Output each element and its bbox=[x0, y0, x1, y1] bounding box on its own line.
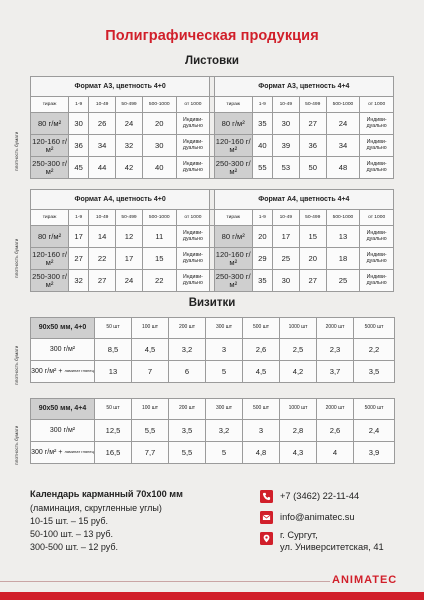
quantity-header: 1000 шт bbox=[280, 399, 317, 420]
individual-price-cell: Индиви-дуально bbox=[176, 226, 210, 248]
price-cell: 22 bbox=[142, 270, 176, 292]
price-cell: 55 bbox=[252, 157, 272, 179]
price-cell: 32 bbox=[69, 270, 89, 292]
individual-price-cell: Индиви-дуально bbox=[360, 270, 394, 292]
quantity-header: 50-499 bbox=[116, 97, 143, 113]
price-cell: 34 bbox=[326, 135, 360, 157]
lamination-note: ламинат глянец bbox=[64, 448, 94, 454]
quantity-header: 200 шт bbox=[169, 399, 206, 420]
price-cell: 5,5 bbox=[132, 420, 169, 442]
price-cell: 26 bbox=[89, 113, 116, 135]
quantity-header: от 1000 bbox=[176, 210, 210, 226]
quantity-header: 100 шт bbox=[132, 399, 169, 420]
price-cell: 5,5 bbox=[169, 442, 206, 464]
paper-label: 300 г/м² + bbox=[31, 367, 63, 375]
price-cell: 4,8 bbox=[243, 442, 280, 464]
calendar-line: 300-500 шт. – 12 руб. bbox=[30, 542, 119, 552]
density-axis-label: плотность бумаги bbox=[15, 345, 20, 385]
brand-logo: ANIMATEC bbox=[332, 574, 398, 586]
price-cell: 2,6 bbox=[317, 420, 354, 442]
quantity-header: от 1000 bbox=[360, 210, 394, 226]
price-cell: 2,6 bbox=[243, 339, 280, 361]
individual-price-cell: Индиви-дуально bbox=[360, 226, 394, 248]
calendar-line: (ламинация, скругленные углы) bbox=[30, 503, 162, 513]
density-cell: 120-160 г/м² bbox=[214, 248, 252, 270]
price-cell: 17 bbox=[272, 226, 299, 248]
price-cell: 27 bbox=[89, 270, 116, 292]
quantity-header: 1000 шт bbox=[280, 318, 317, 339]
price-cell: 27 bbox=[299, 113, 326, 135]
quantity-header: 300 шт bbox=[206, 318, 243, 339]
lamination-note: ламинат глянец bbox=[64, 367, 94, 373]
price-cell: 22 bbox=[89, 248, 116, 270]
card-format-header: 90x50 мм, 4+4 bbox=[31, 399, 95, 420]
mail-icon bbox=[260, 511, 273, 524]
density-cell: 250-300 г/м² bbox=[214, 157, 252, 179]
price-cell: 4,5 bbox=[243, 361, 280, 383]
price-cell: 17 bbox=[116, 248, 143, 270]
density-cell: 80 г/м² bbox=[214, 113, 252, 135]
flyers-a3-price-table bbox=[30, 76, 394, 179]
price-cell: 36 bbox=[299, 135, 326, 157]
price-cell: 3 bbox=[243, 420, 280, 442]
format-header: Формат А4, цветность 4+0 bbox=[31, 190, 210, 210]
price-cell: 35 bbox=[252, 113, 272, 135]
price-cell: 3,5 bbox=[169, 420, 206, 442]
format-header: Формат А3, цветность 4+4 bbox=[214, 77, 393, 97]
price-cell: 39 bbox=[272, 135, 299, 157]
quantity-header: 50-499 bbox=[116, 210, 143, 226]
phone-icon bbox=[260, 490, 273, 503]
tirazh-label: тираж bbox=[31, 97, 69, 113]
quantity-header: от 1000 bbox=[360, 97, 394, 113]
individual-price-cell: Индиви-дуально bbox=[360, 248, 394, 270]
price-cell: 29 bbox=[252, 248, 272, 270]
price-cell: 3,2 bbox=[206, 420, 243, 442]
price-cell: 27 bbox=[299, 270, 326, 292]
price-cell: 4,3 bbox=[280, 442, 317, 464]
price-cell: 11 bbox=[142, 226, 176, 248]
price-cell: 12 bbox=[116, 226, 143, 248]
price-cell: 2,5 bbox=[280, 339, 317, 361]
flyers-a4-price-table bbox=[30, 189, 394, 292]
price-cell: 36 bbox=[69, 135, 89, 157]
quantity-header: 5000 шт bbox=[354, 399, 395, 420]
density-cell: 120-160 г/м² bbox=[31, 248, 69, 270]
quantity-header: 100 шт bbox=[132, 318, 169, 339]
flyers-heading: Листовки bbox=[185, 55, 239, 67]
price-cell: 13 bbox=[95, 361, 132, 383]
quantity-header: 1-9 bbox=[69, 97, 89, 113]
phone-link[interactable]: +7 (3462) 22-11-44 bbox=[280, 491, 360, 501]
price-cell: 40 bbox=[252, 135, 272, 157]
price-cell: 5 bbox=[206, 361, 243, 383]
individual-price-cell: Индиви-дуально bbox=[176, 248, 210, 270]
tirazh-label: тираж bbox=[214, 210, 252, 226]
price-cell: 25 bbox=[272, 248, 299, 270]
price-cell: 45 bbox=[69, 157, 89, 179]
quantity-header: 10-49 bbox=[89, 97, 116, 113]
price-cell: 48 bbox=[326, 157, 360, 179]
density-axis-label: плотность бумаги bbox=[15, 238, 20, 278]
cards-4-0-price-table bbox=[30, 317, 395, 383]
paper-label-cell bbox=[31, 420, 95, 442]
address-line: ул. Университетская, 41 bbox=[280, 542, 384, 552]
price-cell: 2,4 bbox=[354, 420, 395, 442]
quantity-header: 500-1000 bbox=[326, 210, 360, 226]
quantity-header: 10-49 bbox=[89, 210, 116, 226]
price-cell: 35 bbox=[252, 270, 272, 292]
location-pin-icon bbox=[260, 532, 273, 545]
quantity-header: 500-1000 bbox=[142, 97, 176, 113]
price-cell: 20 bbox=[252, 226, 272, 248]
quantity-header: 1-9 bbox=[69, 210, 89, 226]
quantity-header: 2000 шт bbox=[317, 399, 354, 420]
price-cell: 7 bbox=[132, 361, 169, 383]
price-cell: 3,9 bbox=[354, 442, 395, 464]
density-cell: 80 г/м² bbox=[214, 226, 252, 248]
price-cell: 3 bbox=[206, 339, 243, 361]
density-axis-label: плотность бумаги bbox=[15, 131, 20, 171]
price-cell: 4,5 bbox=[132, 339, 169, 361]
paper-label-cell bbox=[31, 361, 95, 383]
quantity-header: 1-9 bbox=[252, 97, 272, 113]
price-cell: 30 bbox=[272, 113, 299, 135]
price-cell: 15 bbox=[299, 226, 326, 248]
price-cell: 50 bbox=[299, 157, 326, 179]
density-cell: 250-300 г/м² bbox=[214, 270, 252, 292]
price-cell: 44 bbox=[89, 157, 116, 179]
price-cell: 4,2 bbox=[280, 361, 317, 383]
price-cell: 18 bbox=[326, 248, 360, 270]
individual-price-cell: Индиви-дуально bbox=[360, 135, 394, 157]
density-axis-label: плотность бумаги bbox=[15, 425, 20, 465]
cards-4-4-price-table bbox=[30, 398, 395, 464]
quantity-header: 200 шт bbox=[169, 318, 206, 339]
quantity-header: 500 шт bbox=[243, 318, 280, 339]
quantity-header: 10-49 bbox=[272, 97, 299, 113]
paper-label-cell bbox=[31, 442, 95, 464]
price-cell: 6 bbox=[169, 361, 206, 383]
quantity-header: от 1000 bbox=[176, 97, 210, 113]
paper-label: 300 г/м² + bbox=[31, 448, 63, 456]
price-cell: 4 bbox=[317, 442, 354, 464]
price-cell: 3,5 bbox=[354, 361, 395, 383]
price-cell: 12,5 bbox=[95, 420, 132, 442]
price-cell: 14 bbox=[89, 226, 116, 248]
price-cell: 30 bbox=[272, 270, 299, 292]
individual-price-cell: Индиви-дуально bbox=[360, 157, 394, 179]
price-cell: 2,2 bbox=[354, 339, 395, 361]
density-cell: 250-300 г/м² bbox=[31, 157, 69, 179]
price-cell: 30 bbox=[142, 135, 176, 157]
individual-price-cell: Индиви-дуально bbox=[176, 113, 210, 135]
quantity-header: 500 шт bbox=[243, 399, 280, 420]
price-cell: 20 bbox=[299, 248, 326, 270]
price-cell: 24 bbox=[116, 113, 143, 135]
price-cell: 53 bbox=[272, 157, 299, 179]
price-cell: 24 bbox=[116, 270, 143, 292]
price-cell: 30 bbox=[69, 113, 89, 135]
price-cell: 34 bbox=[89, 135, 116, 157]
page-title: Полиграфическая продукция bbox=[105, 28, 319, 44]
density-cell: 80 г/м² bbox=[31, 113, 69, 135]
footer-divider bbox=[0, 581, 330, 582]
price-cell: 42 bbox=[116, 157, 143, 179]
format-header: Формат А3, цветность 4+0 bbox=[31, 77, 210, 97]
quantity-header: 500-1000 bbox=[326, 97, 360, 113]
quantity-header: 2000 шт bbox=[317, 318, 354, 339]
individual-price-cell: Индиви-дуально bbox=[176, 270, 210, 292]
price-cell: 27 bbox=[69, 248, 89, 270]
individual-price-cell: Индиви-дуально bbox=[176, 135, 210, 157]
quantity-header: 50-499 bbox=[299, 97, 326, 113]
calendar-line: 50-100 шт. – 13 руб. bbox=[30, 529, 114, 539]
individual-price-cell: Индиви-дуально bbox=[176, 157, 210, 179]
individual-price-cell: Индиви-дуально bbox=[360, 113, 394, 135]
price-cell: 7,7 bbox=[132, 442, 169, 464]
email-link[interactable]: info@animatec.su bbox=[280, 512, 355, 522]
footer-bar bbox=[0, 592, 424, 600]
format-header: Формат А4, цветность 4+4 bbox=[214, 190, 393, 210]
quantity-header: 500-1000 bbox=[142, 210, 176, 226]
tirazh-label: тираж bbox=[214, 97, 252, 113]
quantity-header: 50 шт bbox=[95, 318, 132, 339]
price-cell: 25 bbox=[326, 270, 360, 292]
quantity-header: 300 шт bbox=[206, 399, 243, 420]
price-cell: 3,2 bbox=[169, 339, 206, 361]
price-cell: 20 bbox=[142, 113, 176, 135]
quantity-header: 1-9 bbox=[252, 210, 272, 226]
density-cell: 250-300 г/м² bbox=[31, 270, 69, 292]
density-cell: 120-160 г/м² bbox=[214, 135, 252, 157]
calendar-title: Календарь карманный 70х100 мм bbox=[30, 489, 183, 499]
price-cell: 16,5 bbox=[95, 442, 132, 464]
card-format-header: 90x50 мм, 4+0 bbox=[31, 318, 95, 339]
quantity-header: 5000 шт bbox=[354, 318, 395, 339]
cards-heading: Визитки bbox=[188, 297, 236, 309]
quantity-header: 50 шт bbox=[95, 399, 132, 420]
price-cell: 24 bbox=[326, 113, 360, 135]
price-cell: 32 bbox=[116, 135, 143, 157]
price-cell: 5 bbox=[206, 442, 243, 464]
paper-label: 300 г/м² bbox=[49, 345, 76, 353]
price-cell: 3,7 bbox=[317, 361, 354, 383]
paper-label: 300 г/м² bbox=[49, 426, 76, 434]
price-cell: 15 bbox=[142, 248, 176, 270]
price-cell: 17 bbox=[69, 226, 89, 248]
paper-label-cell bbox=[31, 339, 95, 361]
tirazh-label: тираж bbox=[31, 210, 69, 226]
price-cell: 13 bbox=[326, 226, 360, 248]
quantity-header: 50-499 bbox=[299, 210, 326, 226]
address-line: г. Сургут, bbox=[280, 530, 318, 540]
quantity-header: 10-49 bbox=[272, 210, 299, 226]
price-cell: 2,8 bbox=[280, 420, 317, 442]
price-cell: 8,5 bbox=[95, 339, 132, 361]
density-cell: 80 г/м² bbox=[31, 226, 69, 248]
density-cell: 120-160 г/м² bbox=[31, 135, 69, 157]
calendar-line: 10-15 шт. – 15 руб. bbox=[30, 516, 109, 526]
price-cell: 40 bbox=[142, 157, 176, 179]
price-cell: 2,3 bbox=[317, 339, 354, 361]
